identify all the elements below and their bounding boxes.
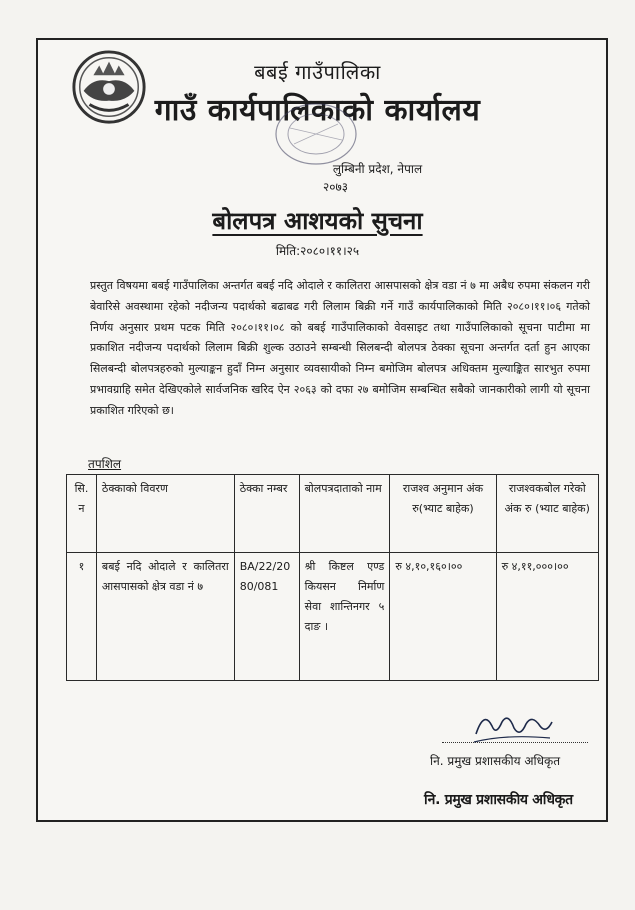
signature-line [442, 742, 588, 743]
notice-title: बोलपत्र आशयको सुचना [212, 207, 423, 235]
cell-sn: १ [67, 553, 97, 681]
tender-table [66, 474, 599, 681]
signatory-title: नि. प्रमुख प्रशासकीय अधिकृत [430, 754, 561, 768]
notice-body: प्रस्तुत विषयमा बबई गाउँपालिका अन्तर्गत बबई नदि ओदाले र कालितरा आसपासको क्षेत्र वडा नं ७ मा अबैध रुपमा संकलन गरी बेवारिसे अवस्थामा रहेको नदीजन्य पदार्थको बढाबढ गरी लिलाम बिक्री गर्ने गाउँ कार्यपालिकाको मिति २०८०।११।०६ गतेको निर्णय अनुसार प्रथम पटक मिति २०८०।११।०८ को बबई गाउँपालिकाको वेवसाइट तथा गाउँपालिकाको सूचना पाटीमा मा प्रकाशित नदीजन्य पदार्थको लिलाम बिक्री शुल्क उठाउने सम्बन्धी सिलबन्दी बोलपत्र ठेक्का सूचना अन्तर्गत दर्ता हुन आएका सिलबन्दी बोलपत्रहरुको मुल्याङ्कन हुदाँ निम्न अनुसार व्यवसायीको निम्न बमोजिम बोलपत्र अधिक्तम मुल्याङ्कित सारभुत रुपमा प्रभावग्राहि समेत देखिएकोले सार्वजनिक खरिद ऐन २०६३ को दफा २७ बमोजिम सम्बन्धित सबैको जानकारीको लागी यो सूचना प्रकाशित गरिएको छ। [90, 279, 590, 417]
header-bidder: बोलपत्रदाताको नाम [299, 475, 390, 553]
cell-contract-no: BA/22/20 80/081 [234, 553, 299, 681]
municipality-name: बबई गाउँपालिका [254, 60, 381, 84]
header-sn: सि. न [67, 475, 97, 553]
header-bid-amount: राजश्वकबोल गरेको अंक रु (भ्याट बाहेक) [496, 475, 598, 553]
table-header-row [67, 475, 599, 553]
cell-bid-amount: रु ४,११,०००।०० [496, 553, 598, 681]
notice-date: मिति:२०८०।११।२५ [275, 244, 360, 258]
cell-bidder: श्री किष्टल एण्ड कियसन निर्माण सेवा शान्तिनगर ५ दाङ । [299, 553, 390, 681]
cell-description: बबई नदि ओदाले र कालितरा आसपासको क्षेत्र वडा नं ७ [96, 553, 234, 681]
founded-year: २०७३ [323, 180, 348, 194]
cell-estimate: रु ४,१०,१६०।०० [390, 553, 496, 681]
schedule-title: तपशिल [88, 457, 122, 471]
address: लुम्बिनी प्रदेश, नेपाल [332, 162, 423, 176]
signatory-stamp: नि. प्रमुख प्रशासकीय अधिकृत [424, 792, 573, 808]
header-description: ठेक्काको विवरण [96, 475, 234, 553]
office-name: गाउँ कार्यपालिकाको कार्यालय [154, 93, 481, 128]
header-contract-no: ठेक्का नम्बर [234, 475, 299, 553]
header-estimate: राजश्व अनुमान अंक रु(भ्याट बाहेक) [390, 475, 496, 553]
table-row [67, 553, 599, 681]
